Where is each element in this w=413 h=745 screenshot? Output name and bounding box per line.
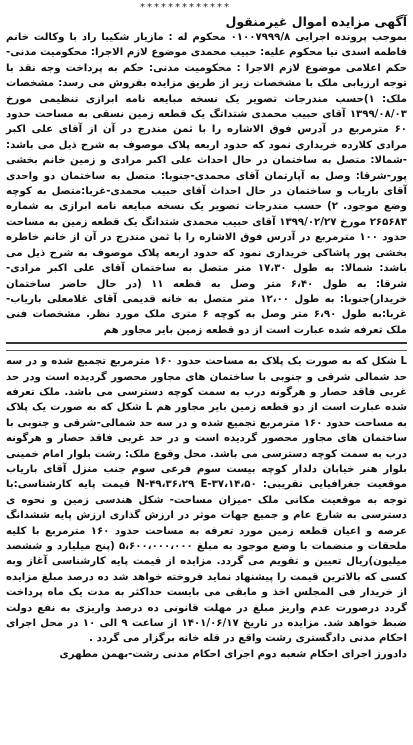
ad-body-part-1: بموجب پرونده اجرایی ۰۱۰۰۷۹۹۹/۸ محکوم له : مازیار شکیبا راد با وکالت خانم فاطمه اسدی نیا محکوم علیه: حبیب محمدی موضوع لازم الاجرا: محکومیت مدنی-حکم اعلامی موضوع لازم الاجرا : محکومیت مدنی: حکم به پرداخت وجه نقد با توجه ارزیابی ملک با مشخصات زیر از طریق مزایده بفروش می رسد: مشخصات ملک: ۱)حسب مندرجات تصویر یک نسخه مبایعه نامه ابرازی تنظیمی مورخ ۱۳۹۹/۰۸/۰۳ آقای حبیب محمدی شتداتگ یک قطعه زمین نسقی به مساحت حدود ۶۰ مترمربع در آدرس فوق الاشاره را با ثمن مندرج در آن از آقای علی اکبر مرادی کلارده خریداری نمود که حدود اربعه پلاک موصوف به شرح ذیل می باشد: -شمالا: متصل به ساختمان در حال احداث علی اکبر مرادی و زمین خانم بخشی پور-شرقا: وصل به آپارتمان آقای محمدی-جنوبا: متصل به ساختمان دو واحدی آقای باریاب و ساختمان در حال احداث آقای حبیب محمدی-غربا:متصل به کوچه وضع موجود. ۲) حسب مندرجات تصویر یک نسخه مبایعه نامه ابرازی به شماره ۲۶۵۶۸۳ مورخ ۱۳۹۹/۰۲/۲۷ آقای حبیب محمدی شتداتگ یک قطعه زمین به مساحت حدود ۱۰۰ مترمربع در آدرس فوق الاشاره را با ثمن مندرج در آن از خانم خاطره بخشی پور پاشاکی خریداری نمود که حدود اربعه پلاک موصوف به شرح ذیل می باشد: شمالا: به طول ۱۷،۳۰ متر متصل به ساختمان آقای علی اکبر مرادی- شرقا: به طول ۶،۴۰ متر وصل به قطعه ۱۱ (در حال حاضر ساختمان خریدار)جنوبا: به طول ۱۲،۰۰ متر متصل به خانه قدیمی آقای غلامعلی باریاب-غربا:به طول ۶،۹۰ متر وصل به کوچه ۶ متری ملک مورد نظر. مشخصات فنی ملک تعرفه شده عبارت است از دو قطعه زمین بایر مجاور هم (6, 32, 408, 336)
section-divider (6, 342, 407, 351)
ad-title: آگهی مزایده اموال غیرمنقول (225, 14, 407, 29)
ad-body-part-2: L شکل که به صورت یک پلاک به مساحت حدود ۱۶۰ مترمربع تجمیع شده و در سه حد شمالی شرقی و جنوبی با ساختمان های مجاور محصور گردیده است ودر حد غربی فاقد حصار و هرگونه درب به سمت کوچه دسترسی می باشد. ملک تعرفه شده عبارت است از دو قطعه زمین بایر مجاور هم L شکل که به صورت یک پلاک به مساحت حدود ۱۶۰ مترمربع تجمیع شده و در سه حد شمالی-شرقی و جنوبی با ساختمان های مجاور محصور گردیده است و در حد غربی فاقد حصار و هرگونه درب به سمت کوچه دسترسی می باشد. محل وقوع ملک: رشت بلوار امام خمینی بلوار هنر خیابان دلدار کوچه بیست سوم فرعی سوم جنب منزل آقای باریاب موقعیت جغرافیایی تقریبی: N-۴۹،۳۶،۲۹ E-۳۷،۱۴،۵۰ قیمت پایه کارشناسی:با توجه به موقعیت مکانی ملک -میزان مساحت- شکل هندسی زمین و نحوه ی دسترسی به شارع عام و جمیع جهات موثر در ارزش گذاری ارزش پایه ششدانگ عرصه و اعیان قطعه زمین مورد تعرفه به مساحت حدود ۱۶۰ مترمربع با کلیه ملحقات و منضمات با وضع موجود به مبلغ ۵،۶۰۰،۰۰۰،۰۰۰ (پنج میلیارد و ششصد میلیون)ریال تعیین و تقویم می گردد. مزایده از قیمت پایه کارشناسی آغاز وبه کسی که بالاترین قیمت را پیشنهاد نماید فروخته خواهد شد ده درصد مبلغ مزایده از خریدار فی المجلس اخذ و مابقی می بایست حداکثر به مدت یک ماه پرداخت گردد درصورت عدم واریز مبلغ در مهلت قانونی ده درصد واریزی به نفع دولت ضبط خواهد شد. مزایده در تاریخ ۱۴۰۱/۰۶/۱۷ از ساعت ۹ الی ۱۰ در محل اجرای احکام مدنی دادگستری رشت واقع در قله خانه برگزار می گردد . (6, 356, 408, 645)
decorative-stars: ************* (140, 2, 231, 13)
signature-line: دادورز اجرای احکام شعبه دوم اجرای احکام مدنی رشت-بهمن مطهری (59, 648, 407, 660)
